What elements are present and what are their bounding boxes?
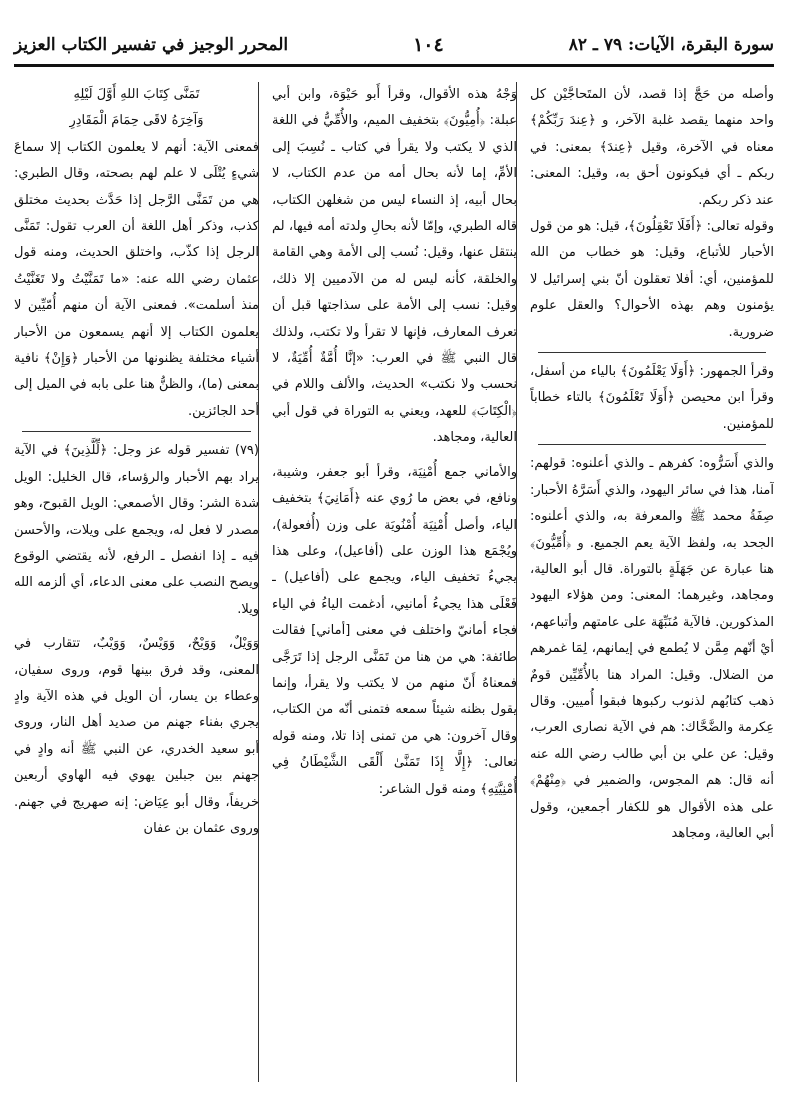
paragraph: (٧٩) تفسير قوله عز وجل: ﴿لِّلَّذِينَ﴾ في الآية يراد بهم الأحبار والرؤساء، قال الخليل: الويل شدة الشر: وقال الأصمعي: الويل القبوح، وهو مصدر لا فعل له، ويجمع على ويلات، والأحسن فيه ـ إذا انفصل ـ الرفع، لأنه يقتضي الوقوع ويصح النصب على معنى الدعاء، أي ألزمه الله ويلا. [14, 443, 259, 617]
column-left [14, 82, 259, 1082]
paragraph: وَجْهُ هذه الأقوال، وقرأ أَبو حَيْوَة، وابن أبي عبلة: ﴿أُمِيُّونَ﴾ بتخفيف الميم، والأُمِّيُّ في اللغة الذي لا يكتب ولا يقرأ في كتاب ـ نُسِبَ إلى الأمِّ، إما لأنه بحال أمه من عدم الكتاب، لا بحال أبيه، إذ النساء ليس من شغلهن الكتاب، قاله الطبري، وإمّا لأنه بحالِ ولدته أمه فيها، لم ينتقل عنها، وقيل: نُسب إلى الأمة وهي القامة والخلقة، كأنه ليس له من الآدميين إلا ذلك، وقيل: نسب إلى الأمة على سذاجتها قبل أن تعرف المعارف، فإنها لا تقرأ ولا تكتب، ولذلك قال النبي ﷺ في العرب: «إنَّا أُمَّةٌ أُمِّيَةٌ، لا نحسب ولا نكتب» الحديث، والألف واللام في ﴿الْكِتَابَ﴾ للعهد، ويعني به التوراة في قول أبي العالية، ومجاهد. [272, 87, 517, 446]
paragraph: وقوله تعالى: ﴿أَفَلَا تَعْقِلُونَ﴾، قيل: هو من قول الأحبار للأتباع، وقيل: هو خطاب من الله للمؤمنين، أي: أفلا تعقلون أنّ بني إسرائيل لا يؤمنون وهم بهذه الأحوال؟ والعقل علوم ضرورية. [530, 219, 774, 340]
column-right [530, 82, 774, 1082]
column-middle [272, 82, 517, 1082]
separator [22, 431, 251, 432]
paragraph: وأصله من حَجَّ إذا قصد، لأن المتَحاجَّيْن كل واحد منهما يقصد غلبة الآخر، و ﴿عِندَ رَبِّكُمْ﴾ معناه في الآخرة، وقيل ﴿عِندَ﴾ بمعنى: في ربكم ـ أي فيكونون أحق به، وقيل: المعنى: عند ذكر ربكم. [530, 87, 774, 208]
separator [538, 444, 766, 445]
book-title: المحرر الوجيز في تفسير الكتاب العزيز [14, 35, 289, 55]
paragraph: فمعنى الآية: أنهم لا يعلمون الكتاب إلا سماعَ شيءٍ يُتْلَى لا علم لهم بصحته، وقال الطبري: هي من تَمَنَّى الرَّجل إذا حَدَّث بحديث مختلق كذب، وذكر أهل اللغة أن العرب تقول: تَمَنَّى الرجل إذا كذّب، واختلق الحديث، ومنه قول عثمان رضي الله عنه: «ما تَمَنَّيْتُ ولا تَغَنَّيْتُ منذ أسلمت». فمعنى الآية أن منهم أُمّيِّين لا يعلمون الكتاب إلا أنهم يسمعون من الأحبار أشياء مختلفة يظنونها من الأحبار ﴿وَإِنْ﴾ نافية بمعنى (ما)، والظنُّ هنا على بابه في الميل إلى أحد الجائزين. [14, 139, 259, 419]
surah-reference: سورة البقرة، الآيات: ٧٩ ـ ٨٢ [568, 35, 774, 55]
paragraph: وَوَيْلٌ، وَوَيْحٌ، وَوَيْسٌ، وَوَيْبٌ، تتقارب في المعنى، وقد فرق بينها قوم، وروى سفيان، وعطاء بن يسار، أن الويل في هذه الآية وادٍ يجري بفناء جهنم من صديد أهل النار، وروى أبو سعيد الخدري، عن النبي ﷺ أنه وادٍ في جهنم بين جبلين يهوي فيه الهاوي أربعين خريفاً، وقال أبو عِيَاض: إنه صهريج في جهنم. وروى عثمان بن عفان [14, 636, 259, 836]
paragraph: والذي أَسَرُّوه: كفرهم ـ والذي أعلنوه: قولهم: آمنا، هذا في سائر اليهود، والذي أَسَرَّهُ الأحبار: صِفَةُ محمد ﷺ والمعرفة به، والذي أعلنوه: الجحد به، ولفظ الآية يعم الجميع. و ﴿أُمِّيُّونَ﴾ هنا عبارة عن جَهَلَةٍ بالتوراة. قال أبو العالية، ومجاهد، وغيرهما: المعنى: ومن هؤلاء اليهود المذكورين. فالآية مُنَبِّهَة على عامتهم وأتباعهم، أيْ أنّهم مِمَّن لا يُطمع في إيمانهم، لِمَا غمرهم من الضلال. وقيل: المراد هنا بالأُمِّيِّين قومٌ ذهب كتابُهم لذنوب ركبوها فبقوا أُميين. وقال عِكرمة والضَّحَّاك: هم في الآية نصارى العرب، وقيل: عن علي بن أبي طالب رضي الله عنه أنه قال: هم المجوس، والضمير في ﴿مِنْهُمْ﴾ على هذه الأقوال هو للكفار أجمعين، وقول أبي العالية، ومجاهد [530, 456, 774, 841]
running-header [14, 30, 774, 60]
separator [538, 352, 766, 353]
page-number: ١٠٤ [413, 34, 444, 56]
poetry-verse: تَمَنَّى كِتَابَ اللهِ أَوَّلَ لَيْلِهِ [73, 87, 200, 102]
paragraph: وقرأ الجمهور: ﴿أَوَلَا يَعْلَمُونَ﴾ بالياء من أسفل، وقرأ ابن محيصن ﴿أَوَلَا تَعْلَمُونَ﴾ بالتاء خطاباً للمؤمنين. [530, 364, 774, 432]
header-rule [14, 64, 774, 67]
paragraph: والأماني جمع أُمْنِيَة، وقرأ أبو جعفر، وشيبة، ونافع، في بعض ما رُوي عنه ﴿أَمَانِيَ﴾ بتخفيف الياء، وأصل أُمْنِيَة أُمْنُويَة على وزن (أُفعولة)، ويُجْمَع هذا الوزن على (أفاعيل)، وعلى هذا يجيءُ تخفيف الياء، ويجمع على (أفاعيل) ـ فَعْلَى هذا يجيءُ أمانيي، أدغمت الياءُ في الياء فجاء أمانيّ واختلف في معنى [أماني] فقالت طائفة: هي من هنا من تَمَنَّى الرجل إذا تَرَجَّى فمعناهُ أَنّ منهم من لا يكتب ولا يقرأ، وإنما يقول بظنه شيئاً سمعه فتمنى أنّه من الكتاب، وقال آخرون: هي من تمنى إذا تلا، ومنه قوله تعالى: ﴿إِلَّا إِذَا تَمَنَّىٰ أَلْقَى الشَّيْطَانُ فِي أُمْنِيَّتِهِ﴾ ومنه قول الشاعر: [272, 464, 517, 797]
poetry-verse: وَآخِرَهُ لاقَى حِمَامَ الْمَقَادِرِ [69, 113, 204, 129]
